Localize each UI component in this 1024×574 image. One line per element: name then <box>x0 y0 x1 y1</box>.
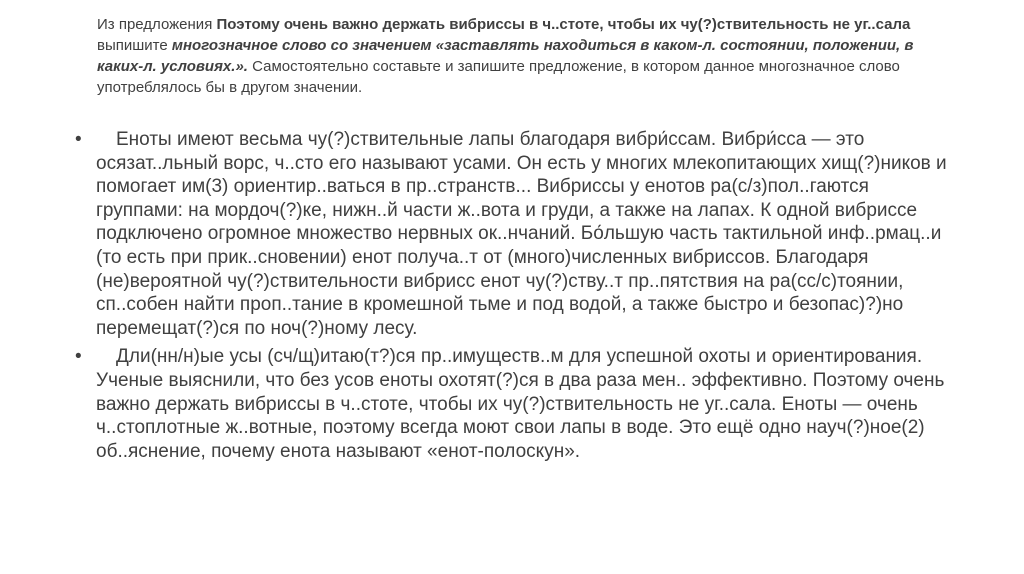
text-paragraph <box>74 345 954 463</box>
task-prefix: Из предложения <box>97 16 217 33</box>
task-middle: выпишите <box>97 37 172 54</box>
task-definition: многозначное слово со значением «заставлять находиться в каком-л. состоянии, положении, в каких-л. условиях.». <box>97 37 914 75</box>
text-paragraph-list <box>74 128 954 463</box>
bullet-icon: • <box>75 346 82 368</box>
text-paragraph <box>74 128 954 340</box>
bullet-icon: • <box>75 129 82 150</box>
task-sentence: Поэтому очень важно держать вибриссы в ч..стоте, чтобы их чу(?)ствительность не уг..сала <box>216 16 911 33</box>
paragraph-text: Дли(нн/н)ые усы (сч/щ)итаю(т?)ся пр..имуществ..м для успешной охоты и ориентирования. Ученые выяснили, что без усов еноты охотят(?)ся в два раза мен.. эффективно. Поэтому очень важно держать вибриссы в ч..стоте, чтобы их чу(?)ствительность не уг..сала. Еноты — очень ч..стоплотные ж..вотные, поэтому всегда моют свои лапы в воде. Это ещё одно науч(?)ное(2) об..яснение, почему енота называют «енот-полоскун». <box>96 346 945 462</box>
task-instruction <box>97 14 957 98</box>
task-suffix: Самостоятельно составьте и запишите предложение, в котором данное многозначное слово употреблялось бы в другом значении. <box>97 58 900 96</box>
paragraph-text: Еноты имеют весьма чу(?)ствительные лапы благодаря вибри́ссам. Вибри́сса — это осязат..льный ворс, ч..сто его называют усами. Он есть у многих млекопитающих хищ(?)ников и помогает им(3) ориентир..ваться в пр..странств... Вибриссы у енотов ра(с/з)пол..гаются группами: на мордоч(?)ке, нижн..й части ж..вота и груди, а также на лапах. К одной вибриссе подключено огромное множество нервных ок..нчаний. Бо́льшую часть тактильной инф..рмац..и (то есть при прик..сновении) енот получа..т от (много)численных вибриссов. Благодаря (не)вероятной чу(?)ствительности вибрисс енот чу(?)ству..т пр..пятствия на ра(сс/с)тоянии, сп..собен найти проп..тание в кромешной тьме и под водой, а также быстро и безопас)?)но перемещат(?)ся по ноч(?)ному лесу. <box>96 129 947 339</box>
